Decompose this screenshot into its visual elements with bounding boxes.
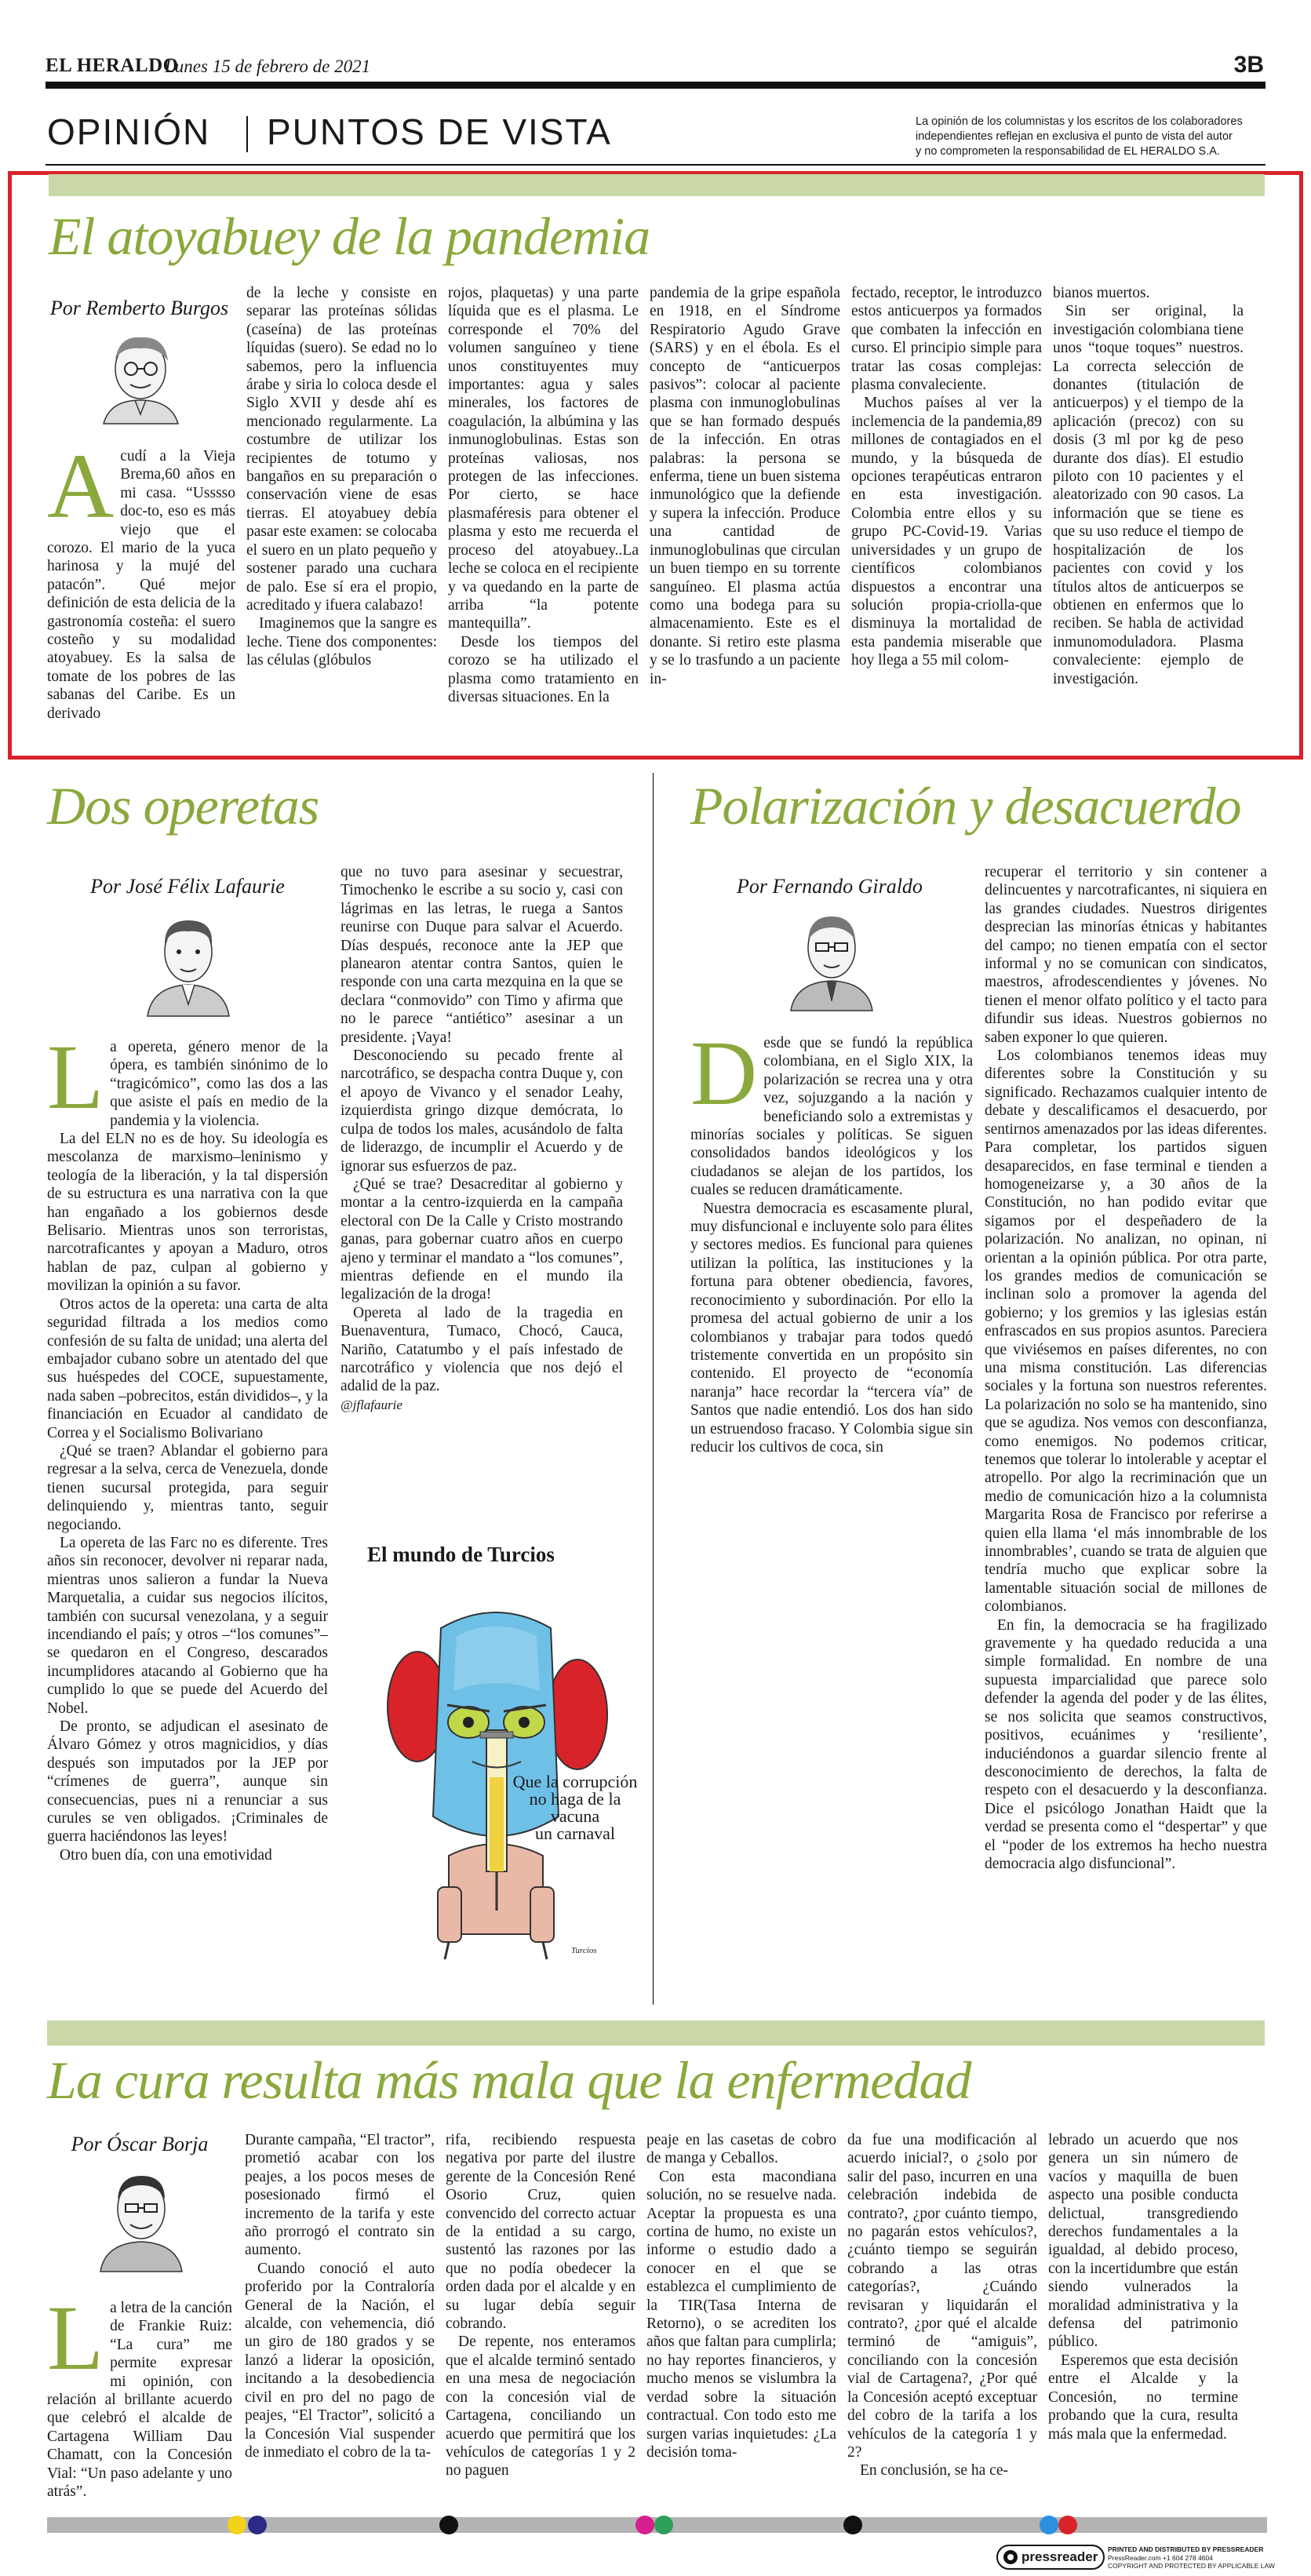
article-paragraph: De repente, nos enteramos que el alcalde terminó sentado en una mesa de negociación con la concesión vial de Cartagena, conciliando un acuerdo que permitirá que los vehículos de categorías 1 y 2 no paguen bbox=[446, 2334, 635, 2479]
article-paragraph: fectado, receptor, le introduzco estos anticuerpos ya formados que combaten la infección en curso. El principio simple para tratar las cosas complejas: plasma convaleciente. bbox=[851, 285, 1042, 394]
registration-mark bbox=[654, 2516, 673, 2534]
article-paragraph: Otro buen día, con una emotividad bbox=[60, 1846, 272, 1864]
article-column bbox=[47, 435, 235, 747]
article-color-band bbox=[49, 174, 1265, 196]
cartoon-title: El mundo de Turcios bbox=[367, 1543, 555, 1566]
drop-cap: L bbox=[47, 1026, 104, 1128]
article-paragraph: esde que se fundó la república colombiana, en el Siglo XIX, la polarización se recrea una y otra vez, sojuzgando a la nación y beneficiando solo a extremistas y minorías sociales y políticas. Se siguen consolidados bandos ideológicos y los ciudadanos se alejan de los partidos, los cuales se reducen dramáticamente. bbox=[690, 1035, 973, 1199]
article-column bbox=[446, 2131, 635, 2500]
article-byline: Por Fernando Giraldo bbox=[737, 875, 923, 898]
article-paragraph: En conclusión, se ha ce- bbox=[860, 2462, 1008, 2479]
article-column bbox=[448, 284, 639, 747]
registration-mark bbox=[1040, 2516, 1058, 2534]
article-paragraph: Cuando conoció el auto proferido por la Contraloría General de la Nación, el alcalde, con vehemencia, dió un giro de 180 grados y se lanzó a liderar la oposición, incitando a la desobediencia civil en pro del no pago de peajes, “El Tractor”, solicitó a la Concesión Vial suspender de inmediato el cobro de la ta- bbox=[245, 2260, 435, 2461]
article-paragraph: ¿Qué se traen? Ablandar el gobierno para regresar a la selva, cerca de Venezuela, donde tienen sucursal protegida, para seguir delinquiendo y, mientras tanto, seguir negociando. bbox=[47, 1442, 328, 1533]
article-paragraph: a letra de la canción de Frankie Ruiz: “La cura” me permite expresar mi opinión, con relación al brillante acuerdo que celebró el alcalde de Cartagena William Dau Chamatt, con la Concesión Vial: “Un paso adelante y uno atrás”. bbox=[47, 2300, 232, 2501]
article-paragraph: Otros actos de la opereta: una carta de alta seguridad filtrada a los medios como confesión de su falta de unidad; una alerta del embajador cubano sobre un atentado del que sus huéspedes del COCE, supuestamente, nada saben –pobrecitos, están divididos–, y la financiación en Ecuador al candidato de Correa y el Socialismo Bolivariano bbox=[47, 1295, 328, 1441]
article-title: Dos operetas bbox=[47, 776, 319, 836]
article-color-band bbox=[47, 2020, 1265, 2046]
article-paragraph: En fin, la democracia se ha fragilizado gravemente y ha quedado reducida a una simple formalidad. En nombre de una supuesta imparcialidad que parece solo defender la agenda del poder y de las élites, se nos solicita que seamos constructivos, positivos, ecuánimes y ‘resiliente’, induciéndonos a guardar silencio frente al desconocimiento de derechos, la falta de respeto con el desacuerdo y la desconfianza. Dice el psicólogo Jonathan Haidt que la verdad se presenta como el “despertar” y que el “poder de los extremos ha hecho nuestra democracia algo disfuncional”. bbox=[985, 1616, 1267, 1872]
author-handle: @jflafaurie bbox=[340, 1397, 402, 1412]
registration-mark bbox=[1058, 2516, 1077, 2534]
cartoon-signature: Turcios bbox=[571, 1946, 597, 1955]
disclaimer-line: y no comprometen la responsabilidad de EL HERALDO S.A. bbox=[916, 145, 1220, 158]
article-column bbox=[646, 2131, 836, 2500]
newspaper-name: EL HERALDO bbox=[46, 55, 179, 76]
section-disclaimer bbox=[916, 115, 1265, 159]
article-column bbox=[340, 863, 623, 1412]
article-paragraph: Nuestra democracia es escasamente plural, muy disfuncional e incluyente solo para élites y sectores medios. Es funcional para quienes utilizan la política, las instituciones y la fortuna para obtener obediencia, favores, reconocimiento y subordinación. Por ello la promesa del actual gobierno de unir a los colombianos y trabajar para todos quedó tristemente convertida en un propósito sin contenido. El proyecto de “economía naranja” hace recordar la “tercera vía” de Santos que nadie entendió. Los dos han sido un estruendoso fracaso. Y Colombia sigue sin reducir los cultivos de coca, sin bbox=[690, 1200, 973, 1456]
author-portrait bbox=[785, 901, 879, 1011]
article-column bbox=[985, 863, 1267, 1985]
drop-cap: A bbox=[47, 435, 115, 537]
article-paragraph: da fue una modificación al acuerdo inicial?, o ¿solo por salir del paso, incurren en una celebración indebida de contrato?, ¿por cuánto tiempo, no pagarán estos vehículos?, ¿cuánto tiempo se seguirán cobrando a las otras categorías?, ¿Cuándo revisaran y liquidarán el contrato?, ¿por qué el alcalde terminó de “amiguis”, conciliando con la concesión vial de Cartagena?, ¿Por qué la Concesión aceptó exceptuar del cobro de la tarifa a los vehículos de la categoría 1 y 2? bbox=[847, 2132, 1037, 2461]
article-paragraph: que no tuvo para asesinar y secuestrar, Timochenko le escribe a su socio y, casi con lágrimas en las letras, le ruega a Santos reunirse con Duque para salvar el Acuerdo. Días después, reconoce ante la JEP que planearon atentar contra Santos, quien le responde con una carta mezquina en la que se declara “conmovido” con Timo y afirma que no le parece “antiético” asesinar a un presidente. ¡Vaya! bbox=[340, 864, 623, 1046]
registration-mark bbox=[248, 2516, 267, 2534]
author-portrait bbox=[96, 328, 186, 424]
article-paragraph: Los colombianos tenemos ideas muy diferentes sobre la Constitución y su significado. Rechazamos cualquier intento de debate y descalificamos el desacuerdo, por sentirnos amenazados por las ideas diferentes. Para completar, los partidos siguen desaparecidos, en fase terminal e tienden a homogeneizarse y, a 30 años de la Constitución, no han podido evitar que sigamos por el despeñadero de la polarización. No analizan, no opinan, ni orientan a la opinión pública. Por otra parte, los grandes medios de comunicación se inclinan solo a promover la agenda del gobierno; y los gremios y las iglesias están enfrascados en sus propios asuntos. Pareciera que viviésemos en países diferentes, no con una misma constitución. Las diferencias sociales y la fortuna son nuestros referentes. La polarización no solo se ha mantenido, sino que se agudiza. Nos vemos con desconfianza, como enemigos. No podemos criticar, tenemos que tolerar lo intolerable y aceptar el atropello. Por algo la recriminación que un medio de comunicación hizo a la columnista Margarita Rosa de Francisco por referirse a quien ella llama ‘el más innombrable de los innombrables’, cuando se trata de alguien que tendría mucho que explicar sobre la lamentable situación social de millones de colombianos. bbox=[985, 1048, 1267, 1616]
section-title: OPINIÓN bbox=[47, 111, 211, 152]
registration-mark bbox=[228, 2516, 246, 2534]
article-paragraph: rifa, recibiendo respuesta negativa por parte del ilustre gerente de la Concesión René Osorio Cruz, quien convencido del correcto actuar de la entidad a su cargo, sustentó las razones por las que no podía obedecer la orden dada por el alcalde y en su lugar debía seguir cobrando. bbox=[446, 2132, 635, 2333]
article-paragraph: De pronto, se adjudican el asesinato de Álvaro Gómez y otros magnicidios, y días después son imputados por la JEP por “crímenes de guerra”, aunque sin consecuencias, pues ni a renunciar a sus curules se ven obligados. ¡Criminales de guerra haciéndonos las leyes! bbox=[47, 1718, 328, 1845]
article-byline: Por José Félix Lafaurie bbox=[90, 875, 285, 898]
registration-mark bbox=[843, 2516, 862, 2534]
disclaimer-line: La opinión de los columnistas y los escritos de los colaboradores bbox=[916, 115, 1243, 128]
article-paragraph: Con esta macondiana solución, no se resuelve nada. Aceptar la propuesta es una cortina de humo, no existe un informe o estudio dado a conocer en el que se establezca el cumplimiento de la TIR(Tasa Interna de Retorno), o se acrediten los años que faltan para cumplirla; no hay reportes financieros, y mucho menos se vislumbra la verdad sobre la situación contractual. Con todo esto me surgen varias inquietudes: ¿La decisión toma- bbox=[646, 2168, 836, 2461]
author-portrait bbox=[141, 906, 235, 1016]
pressreader-notice bbox=[1108, 2545, 1275, 2571]
article-paragraph: Imaginemos que la sangre es leche. Tiene dos componentes: las células (glóbulos bbox=[246, 615, 437, 669]
section-subtitle: PUNTOS DE VISTA bbox=[267, 111, 612, 152]
pressreader-logo bbox=[996, 2545, 1105, 2570]
article-column bbox=[1053, 284, 1244, 747]
article-paragraph: a opereta, género menor de la ópera, es también sinónimo de lo “tragicómico”, como las dos a las que asiste el país en medio de la pandemia y la violencia. bbox=[110, 1039, 328, 1129]
article-paragraph: de la leche y consiste en separar las proteínas sólidas (caseína) de las proteínas líquidas (suero). Se edad no lo sabemos, pero la influencia árabe y siria lo coloca desde el Siglo XVII y desde ahí es mencionado regularmente. La costumbre de utilizar los recipientes de totumo y bangaños en su preparación o conservación viene de esas tierras. El atoyabuey debía pasar este examen: se colocaba el suero en un plato pequeño y sostener parado una cuchara de palo. Ese sí era el propio, acreditado y ifuera calabazo! bbox=[246, 285, 437, 614]
caption-line: un carnaval bbox=[535, 1824, 615, 1843]
masthead-rule bbox=[46, 82, 1265, 89]
author-portrait bbox=[94, 2162, 188, 2272]
column-divider bbox=[653, 773, 654, 2005]
notice-line: PressReader.com +1 604 278 4604 bbox=[1108, 2553, 1213, 2562]
section-rule bbox=[46, 164, 1265, 166]
article-paragraph: rojos, plaquetas) y una parte líquida que es el plasma. Le corresponde el 70% del volumen sanguíneo y tiene unos constituyentes muy importantes: agua y sales minerales, los factores de coagulación, la albúmina y las inmunoglobulinas. Estas son proteínas valiosas, nos protegen de las infecciones. Por cierto, se hace plasmaféresis para obtener el plasma y esto me recuerda el proceso del atoyabuey..La leche se coloca en el recipiente y va quedando en la parte de arriba “la potente mantequilla”. bbox=[448, 285, 639, 632]
cartoon-caption bbox=[508, 1773, 642, 1842]
registration-mark bbox=[439, 2516, 458, 2534]
article-column bbox=[690, 1022, 973, 2007]
section-divider bbox=[246, 116, 248, 152]
article-paragraph: Esperemos que esta decisión entre el Alcalde y la Concesión, no termine probando que la cura, resulta más mala que la enfermedad. bbox=[1048, 2352, 1238, 2443]
notice-line: PRINTED AND DISTRIBUTED BY PRESSREADER bbox=[1108, 2545, 1264, 2553]
article-column bbox=[847, 2131, 1037, 2500]
article-byline: Por Óscar Borja bbox=[71, 2133, 209, 2155]
article-paragraph: pandemia de la gripe española en 1918, en el Síndrome Respiratorio Agudo Grave (SARS) y en el ébola. Es el concepto de “anticuerpos pasivos”: colocar al paciente plasma con inmunoglobulinas que se han formado después de la infección. En otras palabras: la persona se enferma, tiene un buen sistema inmunológico que la defiende y supera la infección. Produce una cantidad de inmunoglobulinas que circulan un buen tiempo en su torrente sanguíneo. El plasma actúa como una bodega para su almacenamiento. Este es el donante. Si retiro este plasma y se lo trasfundo a un paciente in- bbox=[650, 285, 840, 687]
article-paragraph: recuperar el territorio y sin contener a delincuentes y narcotraficantes, ni siquiera en las grandes ciudades. Nuestros dirigentes desprecian las minorías étnicas y habitantes del campo; no tienen empatía con el sector informal y no se comunican con sindicatos, maestros, afrodescendientes y jóvenes. No tienen el menor olfato político y el tacto para difundir sus ideas. Nuestros gobiernos no saben exponer lo que quieren. bbox=[985, 864, 1267, 1046]
article-paragraph: Sin ser original, la investigación colombiana tiene unos “toque toques” nuestros. La correcta selección de donantes (titulación de anticuerpos) y el tiempo de la aplicación (precoz) con su dosis (3 ml por kg de peso durante dos días). El estudio piloto con 10 pacientes y el aleatorizado con 90 casos. La información que se tiene es que su uso reduce el tiempo de hospitalización de los pacientes con covid y los títulos altos de anticuerpos se obtienen en enfermos que lo reciben. Se habla de actividad inmunomoduladora. Plasma convaleciente: ejemplo de investigación. bbox=[1053, 303, 1244, 687]
pressreader-icon bbox=[1003, 2549, 1018, 2565]
article-paragraph: Durante campaña, “El tractor”, prometió acabar con los peajes, a los pocos meses de posesionado firmó el incremento de la tarifa y este año prorrogó el contrato sin aumento. bbox=[245, 2132, 435, 2259]
caption-line: Que la corrupción bbox=[512, 1772, 638, 1791]
drop-cap: D bbox=[690, 1022, 758, 1124]
article-column bbox=[47, 2286, 232, 2511]
article-paragraph: La del ELN no es de hoy. Su ideología es mescolanza de marxismo–leninismo y teología de la liberación, y la tal dispersión de su estructura es una narrativa con la que han engañado a los gobiernos desde Belisario. Mientras unos son terroristas, narcotraficantes y apoyan a Maduro, otros hablan de paz, culpan al gobierno y movilizan la opinión a su favor. bbox=[47, 1131, 328, 1295]
issue-date: Lunes 15 de febrero de 2021 bbox=[165, 56, 371, 76]
article-byline: Por Remberto Burgos bbox=[49, 297, 229, 319]
drop-cap: L bbox=[47, 2286, 104, 2389]
article-column bbox=[851, 284, 1042, 747]
article-paragraph: Opereta al lado de la tragedia en Buenaventura, Tumaco, Chocó, Cauca, Nariño, Catatumbo y el país infestado de narcotráfico y violencia que nos dejó el adalid de la paz. bbox=[340, 1304, 623, 1395]
article-paragraph: Desconociendo su pecado frente al narcotráfico, se despacha contra Duque y, con el apoyo de Vivanco y el senador Leahy, izquierdista gringo dizque demócrata, lo culpa de todos los males, acusándolo de falta de liderazgo, de incumplir el Acuerdo y de ignorar sus esfuerzos de paz. bbox=[340, 1048, 623, 1175]
registration-mark bbox=[635, 2516, 654, 2534]
article-title: El atoyabuey de la pandemia bbox=[49, 206, 650, 266]
article-column bbox=[1048, 2131, 1238, 2500]
article-column bbox=[245, 2131, 435, 2500]
article-paragraph: Desde los tiempos del corozo se ha utilizado el plasma como tratamiento en diversas situaciones. En la bbox=[448, 633, 639, 705]
article-paragraph: bianos muertos. bbox=[1053, 285, 1150, 301]
article-paragraph: lebrado un acuerdo que nos genera un sin número de vacíos y maquilla de buen aspecto una posible conducta delictual, transgrediendo derechos fundamentales a la igualdad, al debido proceso, con la incertidumbre que están siendo vulnerados la moralidad administrativa y la defensa del patrimonio público. bbox=[1048, 2132, 1238, 2351]
page-number: 3B bbox=[1233, 52, 1264, 78]
notice-line: COPYRIGHT AND PROTECTED BY APPLICABLE LAW bbox=[1108, 2562, 1275, 2570]
caption-line: no haga de la vacuna bbox=[529, 1789, 621, 1826]
article-column bbox=[47, 1026, 328, 1980]
article-paragraph: La opereta de las Farc no es diferente. Tres años sin reconocer, devolver ni reparar nada, mientras unos salieron a fundar la Nueva Marquetalia, a cuidar sus negocios ilícitos, también con sucursal venezolana, y a seguir incendiando el país; y otros –“los comunes”– se quedaron en el Congreso, descarados incumplidores atacando al Gobierno que ha cumplido lo que se puede del Acuerdo del Nobel. bbox=[47, 1534, 328, 1717]
article-paragraph: cudí a la Vieja Brema,60 años en mi casa. “Usssso doc-to, eso es más viejo que el corozo. El mario de la yuca harinosa y la mujé del patacón”. Qué mejor definición de esta delicia de la gastronomía costeña: el suero costeño y su modalidad atoyabuey. Es la salsa de tomate de los pobres de las sabanas del Caribe. Es un derivado bbox=[47, 448, 235, 722]
pressreader-wordmark: pressreader bbox=[1021, 2549, 1098, 2564]
article-title: Polarización y desacuerdo bbox=[690, 776, 1241, 836]
article-paragraph: peaje en las casetas de cobro de manga y Ceballos. bbox=[646, 2132, 836, 2167]
article-column bbox=[246, 284, 437, 747]
article-title: La cura resulta más mala que la enfermedad bbox=[47, 2050, 971, 2110]
disclaimer-line: independientes reflejan en exclusiva el punto de vista del autor bbox=[916, 130, 1233, 143]
article-column bbox=[650, 284, 840, 747]
article-paragraph: ¿Qué se trae? Desacreditar al gobierno y montar a la centro-izquierda en la campaña electoral con De la Calle y Cristo mostrando ganas, para gobernar cuatro años en cuerpo ajeno y terminar el mandato a “los comunes”, mientras defiende en el mundo ila legalización de la droga! bbox=[340, 1175, 623, 1303]
article-paragraph: Muchos países al ver la inclemencia de la pandemia,89 millones de contagiados en el mundo, y la búsqueda de opciones terapéuticas entraron en esta investigación. Colombia entre ellos y su grupo PC-Covid-19. Varias universidades y un grupo de científicos colombianos dispuestos a encontrar una solución propia-criolla-que disminuya la mortalidad de esta pandemia miserable que hoy llega a 55 mil colom- bbox=[851, 395, 1042, 669]
